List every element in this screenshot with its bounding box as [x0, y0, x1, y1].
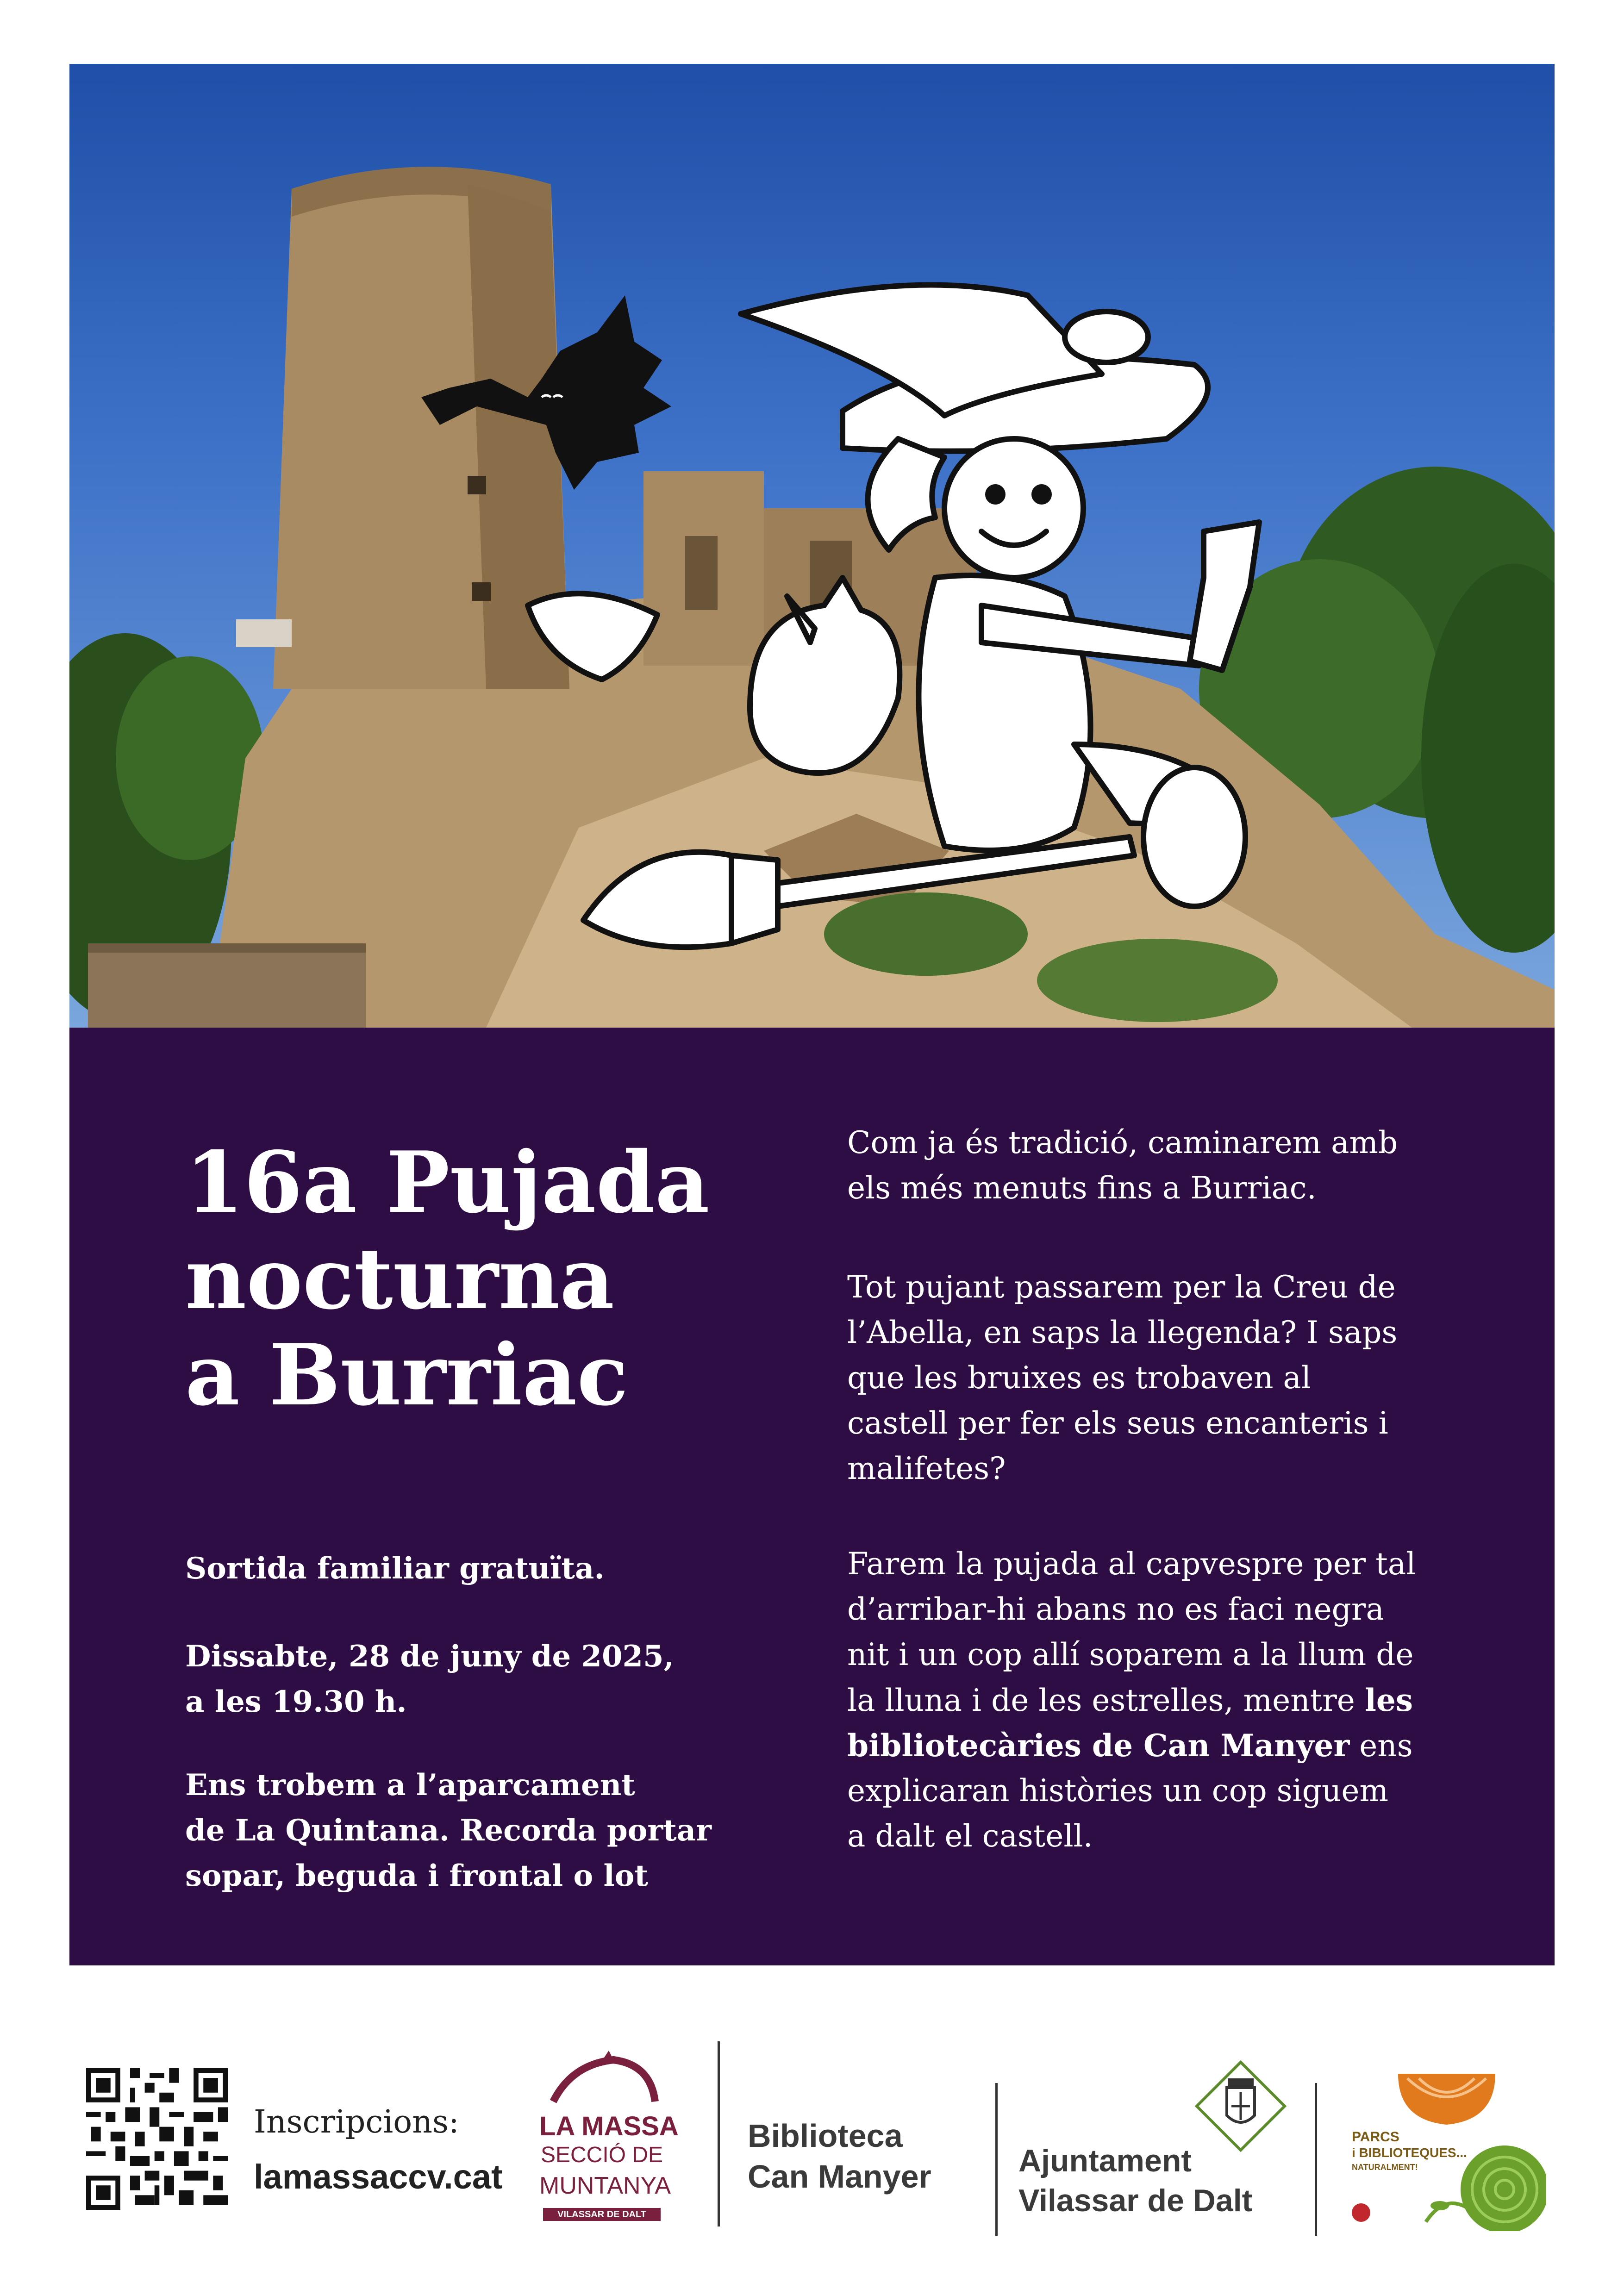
- intro-line-2: els més menuts fins a Burriac.: [847, 1170, 1317, 1206]
- event-date: Dissabte, 28 de juny de 2025,: [185, 1639, 674, 1674]
- parcs-line-3: NATURALMENT!: [1352, 2163, 1418, 2172]
- plan-line-4-bold: les: [1364, 1682, 1413, 1718]
- la-massa-name: LA MASSA: [539, 2111, 679, 2141]
- qr-code-icon[interactable]: [86, 2068, 228, 2210]
- footer-divider: [718, 2041, 720, 2226]
- la-massa-section: SECCIÓ DE: [540, 2143, 663, 2167]
- title-line-2: nocturna: [185, 1229, 615, 1328]
- ajuntament-line-2: Vilassar de Dalt: [1018, 2183, 1253, 2218]
- municipal-shield-icon: [1194, 2060, 1287, 2152]
- event-time: a les 19.30 h.: [185, 1684, 407, 1719]
- plan-line-2: d’arribar-hi abans no es faci negra: [847, 1591, 1384, 1627]
- plan-line-5: [847, 1723, 1413, 1769]
- legend-line-1: Tot pujant passarem per la Creu de: [847, 1269, 1396, 1305]
- biblioteca-line-2: Can Manyer: [748, 2158, 931, 2195]
- plan-line-4-text: la lluna i de les estrelles, mentre: [847, 1683, 1365, 1718]
- hero-photo: [69, 64, 1555, 1028]
- parcs-line-1: PARCS: [1352, 2129, 1399, 2145]
- legend-line-4: castell per fer els seus encanteris i: [847, 1405, 1388, 1441]
- plan-line-7: a dalt el castell.: [847, 1818, 1093, 1854]
- footer-divider: [995, 2083, 998, 2236]
- plan-line-6: explicaran històries un cop siguem: [847, 1773, 1389, 1809]
- family-outing-note: Sortida familiar gratuïta.: [185, 1551, 605, 1586]
- footer-divider: [1315, 2083, 1317, 2236]
- inscriptions-link[interactable]: lamassaccv.cat: [254, 2158, 503, 2196]
- event-title: [185, 1134, 833, 1423]
- title-line-1: 16a Pujada: [185, 1133, 710, 1232]
- legend-line-5: malifetes?: [847, 1451, 1006, 1486]
- legend-line-2: l’Abella, en saps la llegenda? I saps: [847, 1315, 1398, 1350]
- parcs-line-2: i BIBLIOTEQUES...: [1352, 2145, 1467, 2160]
- la-massa-mountain: MUNTANYA: [539, 2172, 671, 2199]
- meeting-point-line-3: sopar, beguda i frontal o lot: [185, 1858, 649, 1893]
- meeting-point-line-2: de La Quintana. Recorda portar: [185, 1813, 712, 1848]
- biblioteca-line-1: Biblioteca: [748, 2118, 903, 2154]
- parcs-biblioteques-logo-icon: [1352, 2074, 1546, 2231]
- la-massa-arch-icon: [544, 2051, 660, 2106]
- biblioteca-logo: [748, 2115, 931, 2197]
- plan-line-4: [847, 1678, 1413, 1723]
- plan-line-3: nit i un cop allí soparem a la llum de: [847, 1637, 1414, 1672]
- plan-line-1: Farem la pujada al capvespre per tal: [847, 1546, 1416, 1582]
- plan-line-5-bold: bibliotecàries de Can Manyer: [847, 1727, 1350, 1764]
- la-massa-logo-icon: [539, 2051, 679, 2236]
- la-massa-town: VILASSAR DE DALT: [543, 2208, 661, 2221]
- intro-line-1: Com ja és tradició, caminarem amb: [847, 1125, 1398, 1160]
- plan-line-5-text: ens: [1349, 1728, 1413, 1764]
- ajuntament-logo: [1018, 2141, 1252, 2220]
- meeting-point-line-1: Ens trobem a l’aparcament: [185, 1768, 635, 1802]
- inscriptions-label: Inscripcions:: [254, 2104, 459, 2140]
- ajuntament-line-1: Ajuntament: [1018, 2143, 1192, 2178]
- legend-line-3: que les bruixes es trobaven al: [847, 1360, 1311, 1396]
- title-line-3: a Burriac: [185, 1325, 629, 1424]
- witch-illustration-icon: [491, 198, 1347, 985]
